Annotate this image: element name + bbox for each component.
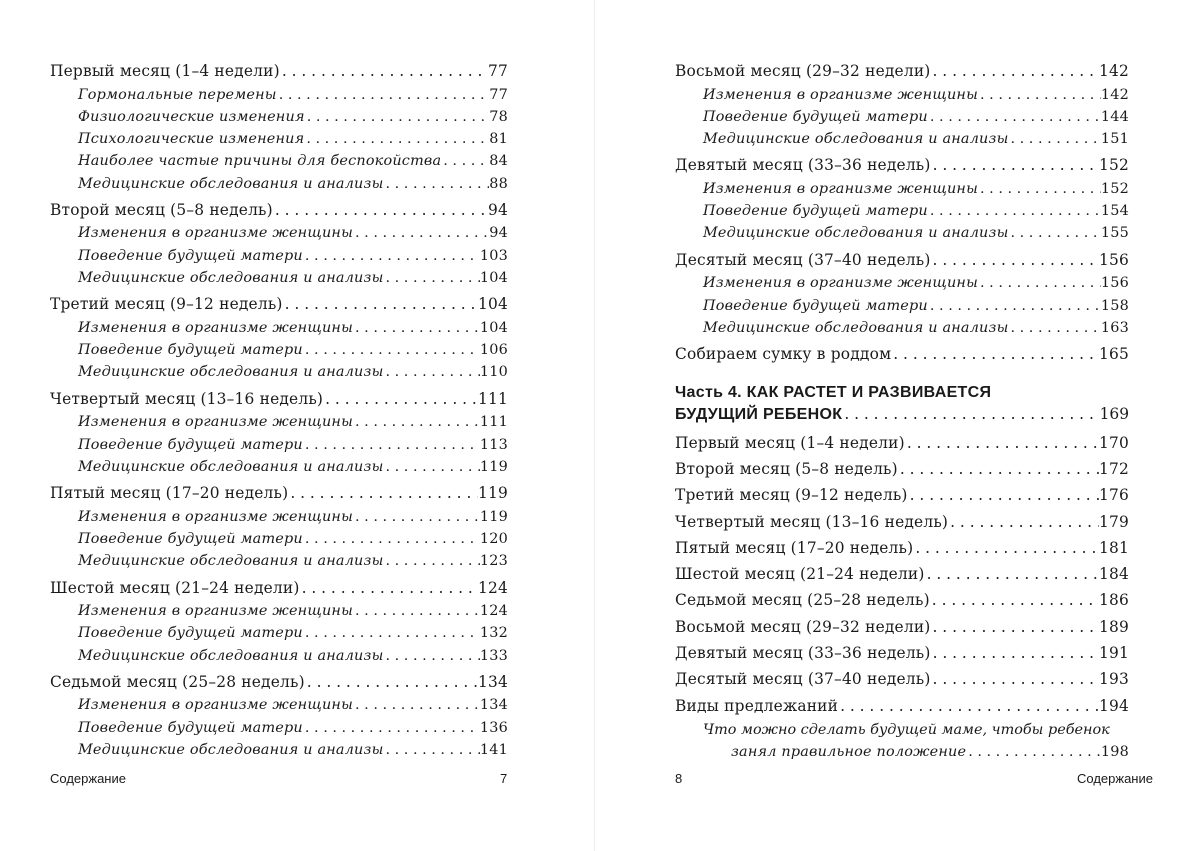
toc-subentry-title: Изменения в организме женщины — [78, 508, 354, 525]
toc-entry-title: Собираем сумку в роддом — [675, 345, 892, 364]
part-page-number: 169 — [1099, 404, 1129, 423]
leader-dots — [925, 561, 1099, 587]
toc-subentry-page-number: 156 — [1100, 275, 1129, 292]
toc-subentry-page-number: 154 — [1100, 203, 1129, 220]
toc-entry-page-number: 104 — [478, 295, 508, 314]
toc-subentry-page-number: 155 — [1100, 225, 1129, 242]
toc-subentry[interactable] — [50, 361, 508, 383]
right-page — [595, 0, 1189, 851]
toc-entry-title: Пятый месяц (17–20 недель) — [675, 538, 914, 557]
toc-entry-title: Третий месяц (9–12 недель) — [50, 295, 283, 314]
toc-subentry-title: Поведение будущей матери — [78, 530, 303, 547]
leader-dots — [908, 482, 1099, 508]
toc-group — [50, 482, 508, 572]
toc-group — [675, 154, 1129, 244]
toc-entry[interactable] — [675, 614, 1129, 640]
toc-subentry-title: Изменения в организме женщины — [78, 697, 354, 714]
toc-group — [50, 60, 508, 195]
toc-subentry[interactable] — [50, 84, 508, 106]
toc-subentry[interactable] — [675, 295, 1129, 317]
toc-group — [675, 343, 1129, 367]
leader-dots — [353, 317, 480, 339]
leader-dots — [1009, 222, 1101, 244]
toc-entry-title: Шестой месяц (21–24 недели) — [675, 565, 925, 584]
toc-subentry-page-number: 104 — [479, 319, 508, 336]
leader-dots — [931, 614, 1100, 640]
toc-entry[interactable] — [675, 666, 1129, 692]
toc-subentry[interactable] — [50, 550, 508, 572]
toc-subentry[interactable] — [50, 317, 508, 339]
leader-dots — [928, 106, 1101, 128]
leader-dots — [303, 339, 480, 361]
toc-subentry-title: Наиболее частые причины для беспокойства — [78, 153, 442, 170]
leader-dots — [303, 528, 480, 550]
left-page — [0, 0, 594, 851]
toc-entry-title: Восьмой месяц (29–32 недели) — [675, 62, 931, 80]
toc-entry-title: Девятый месяц (33–36 недель) — [675, 156, 931, 175]
toc-subentry-page-number: 136 — [479, 719, 508, 736]
subentry-line-2 — [675, 741, 1129, 763]
leader-dots — [323, 388, 478, 412]
leader-dots — [303, 245, 480, 267]
toc-subentry-title: Поведение будущей матери — [78, 247, 303, 264]
toc-subentry[interactable] — [50, 739, 508, 761]
toc-entry-page-number: 134 — [478, 672, 508, 691]
leader-dots — [303, 434, 480, 456]
toc-subentry-title: Изменения в организме женщины — [78, 414, 354, 431]
leader-dots — [353, 411, 480, 433]
toc-subentry-title: Медицинские обследования и анализы — [78, 647, 384, 664]
toc-subentry-page-number: 144 — [1100, 108, 1129, 125]
toc-subentry[interactable] — [675, 128, 1129, 150]
toc-entry-title: Десятый месяц (37–40 недель) — [675, 250, 931, 269]
toc-entry-page-number: 186 — [1099, 591, 1129, 610]
toc-entry-title: Шестой месяц (21–24 недели) — [50, 578, 300, 597]
right-toc-groups — [675, 60, 1129, 367]
leader-dots — [303, 622, 480, 644]
toc-subentry[interactable] — [50, 717, 508, 739]
part-heading[interactable] — [675, 381, 1129, 424]
toc-subentry-title: Поведение будущей матери — [78, 625, 303, 642]
toc-subentry[interactable] — [675, 178, 1129, 200]
leader-dots — [1009, 128, 1101, 150]
toc-entry-title: Первый месяц (1–4 недели) — [675, 433, 905, 452]
toc-entry[interactable] — [675, 561, 1129, 587]
toc-subentry[interactable] — [50, 150, 508, 172]
right-toc — [675, 60, 1129, 763]
part-title-text: БУДУЩИЙ РЕБЕНОК — [675, 405, 843, 423]
leader-dots — [304, 128, 489, 150]
toc-subentry-page-number: 88 — [489, 175, 508, 192]
leader-dots — [931, 249, 1099, 273]
toc-subentry-title: Медицинские обследования и анализы — [703, 131, 1009, 148]
toc-entry-page-number: 165 — [1099, 345, 1129, 364]
toc-subentry-page-number: 142 — [1100, 86, 1129, 103]
toc-subentry-page-number: 120 — [479, 530, 508, 547]
toc-subentry-page-number: 152 — [1100, 180, 1129, 197]
toc-subentry-page-number: 94 — [489, 225, 508, 242]
toc-entry-title: Второй месяц (5–8 недель) — [675, 459, 898, 478]
toc-entry[interactable] — [50, 671, 508, 695]
toc-subentry-title: Изменения в организме женщины — [78, 603, 354, 620]
leader-dots — [303, 717, 480, 739]
toc-subentry-title: Медицинские обследования и анализы — [703, 319, 1009, 336]
toc-group — [675, 249, 1129, 339]
toc-subentry-title: Медицинские обследования и анализы — [78, 270, 384, 287]
toc-entry-title: Девятый месяц (33–36 недель) — [675, 644, 931, 663]
part-title-line-2 — [675, 405, 1129, 424]
toc-entry[interactable] — [675, 693, 1129, 719]
left-footer-label: Содержание — [50, 771, 126, 786]
toc-entry-page-number: 191 — [1099, 644, 1129, 663]
toc-entry-page-number: 124 — [478, 578, 508, 597]
toc-subentry[interactable] — [675, 106, 1129, 128]
leader-dots — [928, 295, 1101, 317]
toc-group — [50, 577, 508, 667]
toc-subentry-page-number: 133 — [479, 647, 508, 664]
toc-subentry-page-number: 124 — [479, 603, 508, 620]
toc-subentry-page-number: 104 — [479, 270, 508, 287]
toc-entry-title: Четвертый месяц (13–16 недель) — [675, 512, 949, 531]
toc-subentry-title: Поведение будущей матери — [78, 342, 303, 359]
toc-subentry-title: Медицинские обследования и анализы — [78, 553, 384, 570]
toc-subentry[interactable] — [50, 128, 508, 150]
leader-dots — [384, 550, 480, 572]
leader-dots — [384, 645, 480, 667]
toc-subentry-page-number: 158 — [1100, 297, 1129, 314]
toc-subentry[interactable] — [50, 173, 508, 195]
toc-subentry-title: Медицинские обследования и анализы — [703, 225, 1009, 242]
toc-subentry[interactable] — [50, 411, 508, 433]
toc-group — [675, 60, 1129, 150]
toc-subentry[interactable] — [50, 506, 508, 528]
toc-subentry-page-number: 141 — [479, 742, 508, 759]
toc-group — [50, 293, 508, 383]
toc-entry-title: Десятый месяц (37–40 недель) — [675, 670, 931, 689]
toc-subentry-page-number: 132 — [479, 625, 508, 642]
leader-dots — [842, 405, 1099, 423]
toc-subentry-page-number: 151 — [1100, 131, 1129, 148]
subentry-page-number: 198 — [1100, 743, 1129, 760]
part-title-line-1: Часть 4. КАК РАСТЕТ И РАЗВИВАЕТСЯ — [675, 383, 992, 401]
toc-entry-title: Первый месяц (1–4 недели) — [50, 62, 280, 80]
toc-subentry[interactable] — [50, 434, 508, 456]
toc-entry[interactable] — [675, 430, 1129, 456]
toc-entry[interactable] — [50, 60, 508, 84]
leader-dots — [1009, 317, 1101, 339]
left-page-number: 7 — [500, 771, 508, 786]
toc-entry[interactable] — [50, 199, 508, 223]
toc-entry-page-number: 156 — [1099, 250, 1129, 269]
toc-subentry-page-number: 84 — [489, 153, 508, 170]
leader-dots — [353, 506, 480, 528]
toc-entry-page-number: 119 — [478, 484, 508, 503]
toc-subentry-title: Поведение будущей матери — [703, 203, 928, 220]
toc-subentry[interactable] — [50, 245, 508, 267]
toc-subentry-title: Медицинские обследования и анализы — [78, 364, 384, 381]
toc-entry-page-number: 152 — [1099, 156, 1129, 175]
toc-entry-page-number: 189 — [1099, 617, 1129, 636]
leader-dots — [384, 739, 480, 761]
toc-entry[interactable] — [675, 509, 1129, 535]
leader-dots — [353, 600, 480, 622]
toc-subentry[interactable] — [675, 317, 1129, 339]
leader-dots — [384, 173, 490, 195]
leader-dots — [898, 456, 1099, 482]
toc-subentry-page-number: 134 — [479, 697, 508, 714]
right-page-number: 8 — [675, 771, 683, 786]
leader-dots — [930, 587, 1099, 613]
toc-subentry[interactable] — [50, 339, 508, 361]
toc-subentry-title: Поведение будущей матери — [703, 297, 928, 314]
toc-subentry-page-number: 103 — [479, 247, 508, 264]
toc-entry-page-number: 181 — [1099, 538, 1129, 557]
toc-subentry-page-number: 119 — [479, 508, 508, 525]
leader-dots — [978, 178, 1101, 200]
leader-dots — [978, 84, 1101, 106]
leader-dots — [288, 482, 478, 506]
toc-entry-page-number: 94 — [488, 200, 508, 219]
toc-entry[interactable] — [675, 482, 1129, 508]
toc-entry[interactable] — [675, 343, 1129, 367]
toc-subentry-page-number: 106 — [479, 342, 508, 359]
toc-subentry-title: Гормональные перемены — [78, 86, 277, 103]
toc-entry-title: Третий месяц (9–12 недель) — [675, 486, 908, 505]
toc-entry-title: Восьмой месяц (29–32 недели) — [675, 617, 931, 636]
toc-subentry[interactable] — [675, 200, 1129, 222]
toc-entry[interactable] — [675, 535, 1129, 561]
toc-subentry-title: Поведение будущей матери — [78, 436, 303, 453]
toc-entry[interactable] — [675, 154, 1129, 178]
toc-subentry-page-number: 113 — [479, 436, 508, 453]
toc-subentry-title: Медицинские обследования и анализы — [78, 458, 384, 475]
toc-subentry[interactable] — [50, 694, 508, 716]
leader-dots — [931, 154, 1099, 178]
toc-subentry-title: Изменения в организме женщины — [703, 86, 979, 103]
leader-dots — [913, 535, 1099, 561]
leader-dots — [441, 150, 489, 172]
toc-subentry-title: Поведение будущей матери — [78, 719, 303, 736]
toc-entry[interactable] — [675, 60, 1129, 84]
leader-dots — [384, 361, 480, 383]
toc-subentry-multiline[interactable] — [675, 719, 1129, 763]
toc-entry-title: Виды предлежаний — [675, 696, 839, 715]
toc-subentry-title: Физиологические изменения — [78, 108, 305, 125]
leader-dots — [384, 267, 480, 289]
toc-subentry-title: Психологические изменения — [78, 131, 305, 148]
toc-subentry-title: Поведение будущей матери — [703, 108, 928, 125]
toc-entry[interactable] — [50, 482, 508, 506]
toc-entry-title: Четвертый месяц (13–16 недель) — [50, 389, 324, 408]
toc-subentry-page-number: 123 — [479, 553, 508, 570]
toc-entry-page-number: 194 — [1099, 696, 1129, 715]
toc-entry-page-number: 77 — [488, 62, 508, 80]
toc-subentry[interactable] — [50, 645, 508, 667]
toc-subentry-title: Медицинские обследования и анализы — [78, 742, 384, 759]
toc-subentry-title: Изменения в организме женщины — [78, 319, 354, 336]
toc-subentry-page-number: 111 — [479, 414, 508, 431]
leader-dots — [305, 671, 478, 695]
toc-group — [50, 388, 508, 478]
toc-group — [50, 671, 508, 761]
toc-entry[interactable] — [50, 388, 508, 412]
leader-dots — [928, 200, 1101, 222]
toc-subentry[interactable] — [675, 272, 1129, 294]
leader-dots — [838, 693, 1099, 719]
toc-subentry[interactable] — [50, 106, 508, 128]
toc-group — [50, 199, 508, 289]
toc-subentry-page-number: 119 — [479, 458, 508, 475]
leader-dots — [273, 199, 488, 223]
toc-entry-page-number: 172 — [1099, 459, 1129, 478]
toc-entry[interactable] — [50, 293, 508, 317]
toc-entry[interactable] — [675, 587, 1129, 613]
toc-subentry[interactable] — [675, 84, 1129, 106]
toc-subentry-title: Медицинские обследования и анализы — [78, 175, 384, 192]
part-entries — [675, 430, 1129, 719]
toc-entry-title: Седьмой месяц (25–28 недель) — [675, 591, 930, 610]
toc-entry-page-number: 184 — [1099, 565, 1129, 584]
toc-subentry-page-number: 78 — [489, 108, 508, 125]
toc-subentry[interactable] — [50, 600, 508, 622]
toc-subentry[interactable] — [50, 456, 508, 478]
leader-dots — [305, 106, 490, 128]
toc-subentry[interactable] — [50, 622, 508, 644]
toc-entry-title: Пятый месяц (17–20 недель) — [50, 484, 289, 503]
leader-dots — [353, 222, 489, 244]
leader-dots — [931, 666, 1099, 692]
leader-dots — [891, 343, 1099, 367]
toc-subentry[interactable] — [50, 267, 508, 289]
toc-subentry[interactable] — [50, 222, 508, 244]
leader-dots — [353, 694, 480, 716]
toc-subentry-page-number: 81 — [489, 131, 508, 148]
toc-subentry-title: Изменения в организме женщины — [703, 275, 979, 292]
toc-subentry[interactable] — [675, 222, 1129, 244]
leader-dots — [300, 577, 478, 601]
leader-dots — [384, 456, 480, 478]
toc-entry-page-number: 193 — [1099, 670, 1129, 689]
toc-entry-page-number: 142 — [1099, 62, 1129, 80]
subentry-title: занял правильное положение — [731, 743, 967, 760]
toc-entry[interactable] — [675, 640, 1129, 666]
toc-entry[interactable] — [675, 456, 1129, 482]
toc-entry-page-number: 179 — [1099, 512, 1129, 531]
toc-entry-page-number: 176 — [1099, 486, 1129, 505]
toc-entry-title: Седьмой месяц (25–28 недель) — [50, 672, 305, 691]
right-footer-label: Содержание — [1077, 771, 1153, 786]
leader-dots — [978, 272, 1101, 294]
toc-subentry-page-number: 163 — [1100, 319, 1129, 336]
toc-entry-page-number: 111 — [478, 389, 508, 408]
leader-dots — [948, 509, 1099, 535]
toc-subentry-title: Изменения в организме женщины — [78, 225, 354, 242]
toc-entry-page-number: 170 — [1099, 433, 1129, 452]
toc-subentry-title: Изменения в организме женщины — [703, 180, 979, 197]
leader-dots — [905, 430, 1099, 456]
toc-subentry[interactable] — [50, 528, 508, 550]
leader-dots — [277, 84, 490, 106]
leader-dots — [931, 640, 1099, 666]
toc-subentry-page-number: 110 — [479, 364, 508, 381]
leader-dots — [283, 293, 478, 317]
toc-entry-title: Второй месяц (5–8 недель) — [50, 200, 273, 219]
leader-dots — [966, 741, 1101, 763]
leader-dots — [931, 60, 1100, 84]
toc-entry[interactable] — [675, 249, 1129, 273]
toc-subentry-page-number: 77 — [489, 86, 508, 103]
leader-dots — [280, 60, 488, 84]
toc-entry[interactable] — [50, 577, 508, 601]
left-toc — [50, 60, 508, 765]
subentry-line-1: Что можно сделать будущей маме, чтобы ребенок — [703, 721, 1110, 738]
